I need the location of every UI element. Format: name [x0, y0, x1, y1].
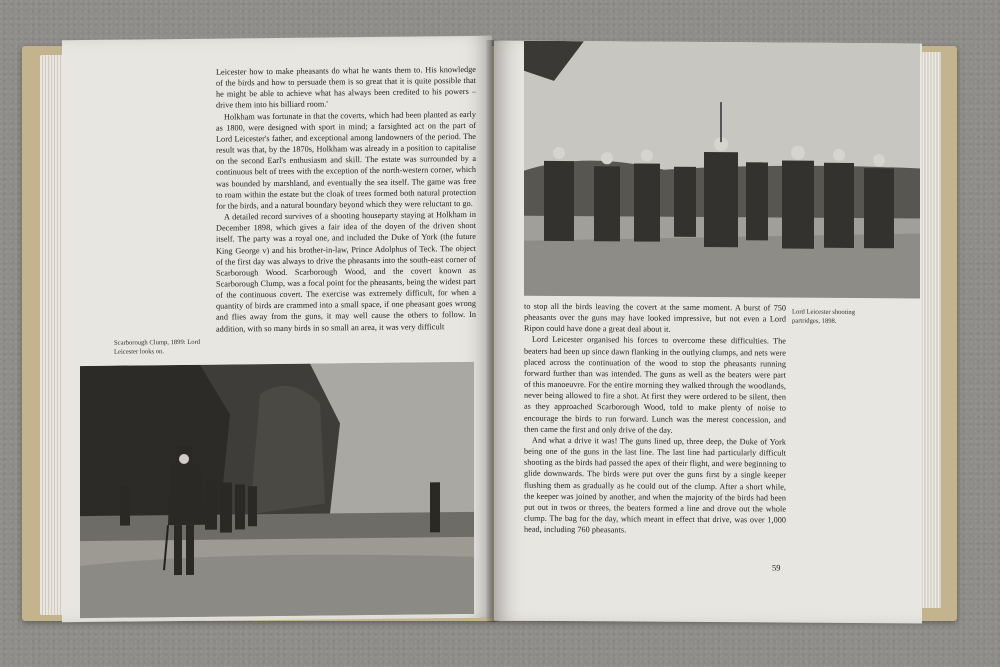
- left-page-text: [216, 64, 476, 334]
- left-page: [62, 36, 492, 623]
- paragraph: Lord Leicester organised his forces to overcome these difficulties. The beaters had been up since dawn flanking in the outlying clumps, and nets were placed across the continuation of the wood to stop the pheasants running forward further than was intended. The guns as well as the beaters were part of this manoeuvre. For the entire morning they walked through the woodlands, never being allowed to fire a shot. At first they were ordered to be silent, then as they approached Scarborough Wood, told to make plenty of noise to encourage the birds to run forward. Lunch was the merest concession, and then came the first and only drive of the day.: [524, 335, 786, 435]
- paragraph: Leicester how to make pheasants do what he wants them to. His knowledge of the birds and how to persuade them is so great that it is quite possible that he might be able to achieve what has always been credited to his powers – drive them into his billiard room.': [216, 64, 476, 111]
- right-page-text: [524, 301, 786, 537]
- paragraph: Holkham was fortunate in that the coverts, which had been planted as early as 1800, were designed with sport in mind; a farsighted act on the part of Lord Leicester's father, and exceptional among landowners of the period. The result was that, by the 1870s, Holkham was already in a position to capitalise on the second Earl's enthusiasm and skill. The estate was surrounded by a continuous belt of trees with the exception of the north-western corner, which was bounded by marshland, and eventually the sea itself. The game was free to roam within the estate but the cloak of trees formed both natural protection for the birds, and a natural boundary beyond which they were reluctant to go.: [216, 109, 476, 211]
- photo-caption: Lord Leicester shooting partridges, 1898.: [792, 308, 855, 325]
- photo-scarborough-clump: [80, 362, 474, 618]
- photo-scarborough-clump-image: [80, 362, 474, 618]
- right-page: [494, 41, 922, 624]
- photo-lord-leicester-shooting: [524, 41, 920, 299]
- photo-caption: Scarborough Clump, 1899: Lord Leicester looks on.: [114, 338, 201, 356]
- paragraph: A detailed record survives of a shooting houseparty staying at Holkham in December 1898, which gives a fair idea of the doyen of the driven shoot itself. The party was a royal one, and included the Duke of York (the future King George v) and his brother-in-law, Prince Adolphus of Teck. The object of the first day was always to drive the pheasants into the south-east corner of Scarborough Wood. Scarborough Wood, and the covert known as Scarborough Clump, was a focal point for the pheasants, being the widest part of the continuous covert. The exercise was extremely difficult, for when a quantity of birds are crammed into a small space, if one pheasant goes wrong and flies away from the guns, it may well cause the others to follow. In addition, with so many birds in so small an area, it was very difficult: [216, 209, 476, 334]
- page-number: 59: [772, 562, 781, 573]
- paragraph: And what a drive it was! The guns lined up, three deep, the Duke of York being one of the guns in the last line. The last line had particularly difficult shooting as the birds had passed the apex of their flight, and were beginning to glide downwards. The birds were put over the guns first by a single keeper flushing them as gradually as he could out of the clump. After a short while, the keeper was joined by another, and when the majority of the birds had been put out in twos or threes, the beaters formed a line and drove out the whole clump. The bag for the day, which meant in effect that drive, was over 1,000 head, including 760 pheasants.: [524, 435, 786, 535]
- photo-lord-leicester-shooting-image: [524, 41, 920, 299]
- paragraph: to stop all the birds leaving the covert at the same moment. A burst of 750 pheasants over the guns may have looked impressive, but not even a Lord Ripon could have done a great deal about it.: [524, 301, 786, 335]
